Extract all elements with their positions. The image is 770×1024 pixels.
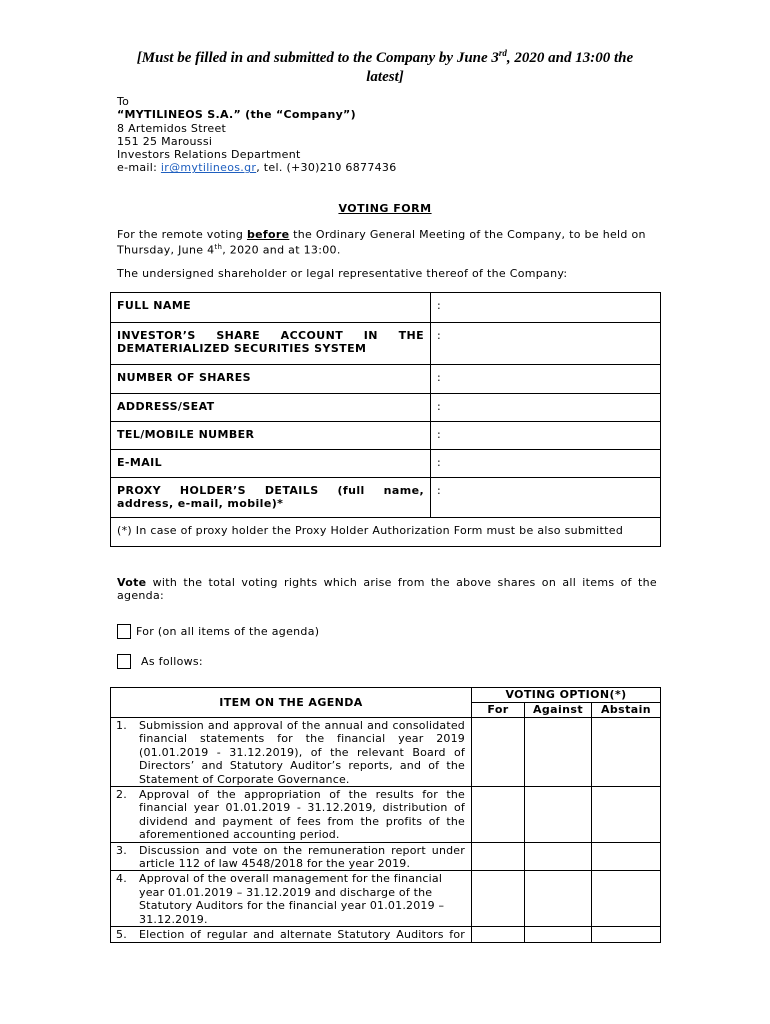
- voting-option-header: VOTING OPTION(*): [472, 688, 661, 703]
- vote-abstain-cell[interactable]: [592, 842, 661, 871]
- field-colon: :: [437, 456, 442, 469]
- address-city: 151 25 Maroussi: [117, 134, 213, 148]
- shares-label: NUMBER OF SHARES: [111, 365, 431, 394]
- field-colon: :: [437, 371, 442, 384]
- field-colon: :: [437, 329, 442, 342]
- full-name-label: FULL NAME: [111, 293, 431, 323]
- vote-abstain-cell[interactable]: [592, 871, 661, 927]
- for-column-header: For: [472, 703, 525, 718]
- vote-against-cell[interactable]: [525, 718, 592, 787]
- checkbox-as-follows[interactable]: [117, 654, 131, 669]
- item-number: 4.: [116, 872, 127, 886]
- vote-for-cell[interactable]: [472, 927, 525, 942]
- address-department: Investors Relations Department: [117, 148, 301, 162]
- email-label: E-MAIL: [111, 450, 431, 478]
- intro-paragraph: [117, 228, 657, 257]
- proxy-label: [111, 478, 431, 518]
- address-to: To: [117, 95, 130, 108]
- agenda-item: [111, 718, 472, 787]
- form-title: VOTING FORM: [338, 202, 432, 215]
- vote-for-cell[interactable]: [472, 718, 525, 787]
- option-as-follows[interactable]: [117, 654, 203, 669]
- vote-against-cell[interactable]: [525, 927, 592, 942]
- contact-line: [117, 161, 397, 174]
- date-superscript: th: [214, 243, 223, 252]
- intro-text-cont: the Ordinary General Meeting of the Company, to be held on: [289, 228, 646, 241]
- proxy-note: (*) In case of proxy holder the Proxy Holder Authorization Form must be also submitted: [111, 518, 661, 547]
- header-text: [Must be filled in and submitted to the Company by June 3: [136, 50, 499, 66]
- share-account-label: [111, 323, 431, 365]
- vote-against-cell[interactable]: [525, 787, 592, 843]
- meeting-time: , 2020 and at 13:00.: [222, 243, 341, 257]
- proxy-label-l1: PROXY HOLDER’S DETAILS (full name,: [117, 484, 425, 497]
- abstain-column-header: Abstain: [592, 703, 661, 718]
- vote-text-l2: agenda:: [117, 589, 164, 603]
- address-street: 8 Artemidos Street: [117, 121, 227, 135]
- vote-text: with the total voting rights which arise from the above shares on all items of the: [146, 576, 657, 589]
- agenda-item: [111, 787, 472, 843]
- full-name-field[interactable]: [431, 293, 661, 323]
- checkbox-all-items[interactable]: [117, 624, 131, 639]
- vote-against-cell[interactable]: [525, 842, 592, 871]
- vote-for-cell[interactable]: [472, 871, 525, 927]
- item-text: Election of regular and alternate Statutory Auditors for: [139, 928, 465, 942]
- item-number: 5.: [116, 928, 127, 942]
- email-prefix: e-mail:: [117, 161, 161, 175]
- agenda-item-header: ITEM ON THE AGENDA: [111, 688, 472, 718]
- shareholder-details-table: [110, 292, 661, 547]
- item-number: 1.: [116, 719, 127, 732]
- against-column-header: Against: [525, 703, 592, 718]
- item-text: Approval of the appropriation of the results for the financial year 01.01.2019 - 31.12.2019, distribution of dividend and payment of fees from the profits of the aforementioned accounting period.: [139, 788, 465, 842]
- telephone: , tel. (+30)210 6877436: [256, 161, 397, 175]
- vote-instruction-l1: [117, 576, 657, 589]
- agenda-item: [111, 927, 472, 942]
- header-text-cont: , 2020 and 13:00 the: [506, 50, 634, 66]
- address-field[interactable]: [431, 394, 661, 422]
- agenda-voting-table: [110, 687, 661, 943]
- item-number: 2.: [116, 788, 127, 802]
- vote-against-cell[interactable]: [525, 871, 592, 927]
- share-account-label-l1: INVESTOR’S SHARE ACCOUNT IN THE: [117, 329, 425, 342]
- item-text: Discussion and vote on the remuneration report under article 112 of law 4548/2018 for the year 2019.: [139, 843, 465, 871]
- company-name: “MYTILINEOS S.A.” (the “Company”): [117, 108, 356, 122]
- tel-label: TEL/MOBILE NUMBER: [111, 422, 431, 450]
- item-number: 3.: [116, 843, 127, 857]
- option-all-items[interactable]: [117, 624, 319, 639]
- field-colon: :: [437, 484, 442, 497]
- vote-abstain-cell[interactable]: [592, 718, 661, 787]
- vote-bold: Vote: [117, 576, 147, 589]
- vote-for-cell[interactable]: [472, 842, 525, 871]
- shareholder-statement: The undersigned shareholder or legal representative thereof of the Company:: [117, 267, 568, 280]
- agenda-item: [111, 871, 472, 927]
- email-field[interactable]: [431, 450, 661, 478]
- recipient-address: [117, 95, 397, 175]
- header-line2: latest]: [366, 69, 404, 85]
- share-account-label-l2: DEMATERIALIZED SECURITIES SYSTEM: [117, 342, 367, 355]
- address-label: ADDRESS/SEAT: [111, 394, 431, 422]
- item-text: Approval of the overall management for the financial year 01.01.2019 – 31.12.2019 and discharge of the Statutory Auditors for the financial year 01.01.2019 – 31.12.2019.: [139, 872, 445, 926]
- proxy-field[interactable]: [431, 478, 661, 518]
- option-all-items-label: For (on all items of the agenda): [136, 625, 320, 638]
- field-colon: :: [437, 299, 442, 312]
- email-link[interactable]: ir@mytilineos.gr: [160, 161, 257, 175]
- meeting-date: Thursday, June 4: [117, 243, 215, 257]
- proxy-label-l2: address, e-mail, mobile)*: [117, 497, 284, 510]
- tel-field[interactable]: [431, 422, 661, 450]
- vote-for-cell[interactable]: [472, 787, 525, 843]
- field-colon: :: [437, 428, 442, 441]
- item-text: Submission and approval of the annual and consolidated financial statements for the financial year 2019 (01.01.2019 - 31.12.2019), of the relevant Board of Directors’ and Statutory Auditor’s reports, and of the Statement of Corporate Governance.: [139, 719, 465, 786]
- shares-field[interactable]: [431, 365, 661, 394]
- vote-abstain-cell[interactable]: [592, 787, 661, 843]
- vote-instruction: [117, 576, 657, 603]
- submission-deadline-header: [100, 44, 670, 87]
- intro-text: For the remote voting: [117, 228, 247, 241]
- intro-before-emphasis: before: [246, 228, 290, 241]
- option-as-follows-label: As follows:: [141, 655, 203, 668]
- agenda-item: [111, 842, 472, 871]
- field-colon: :: [437, 400, 442, 413]
- share-account-field[interactable]: [431, 323, 661, 365]
- header-superscript: rd: [498, 48, 507, 58]
- vote-abstain-cell[interactable]: [592, 927, 661, 942]
